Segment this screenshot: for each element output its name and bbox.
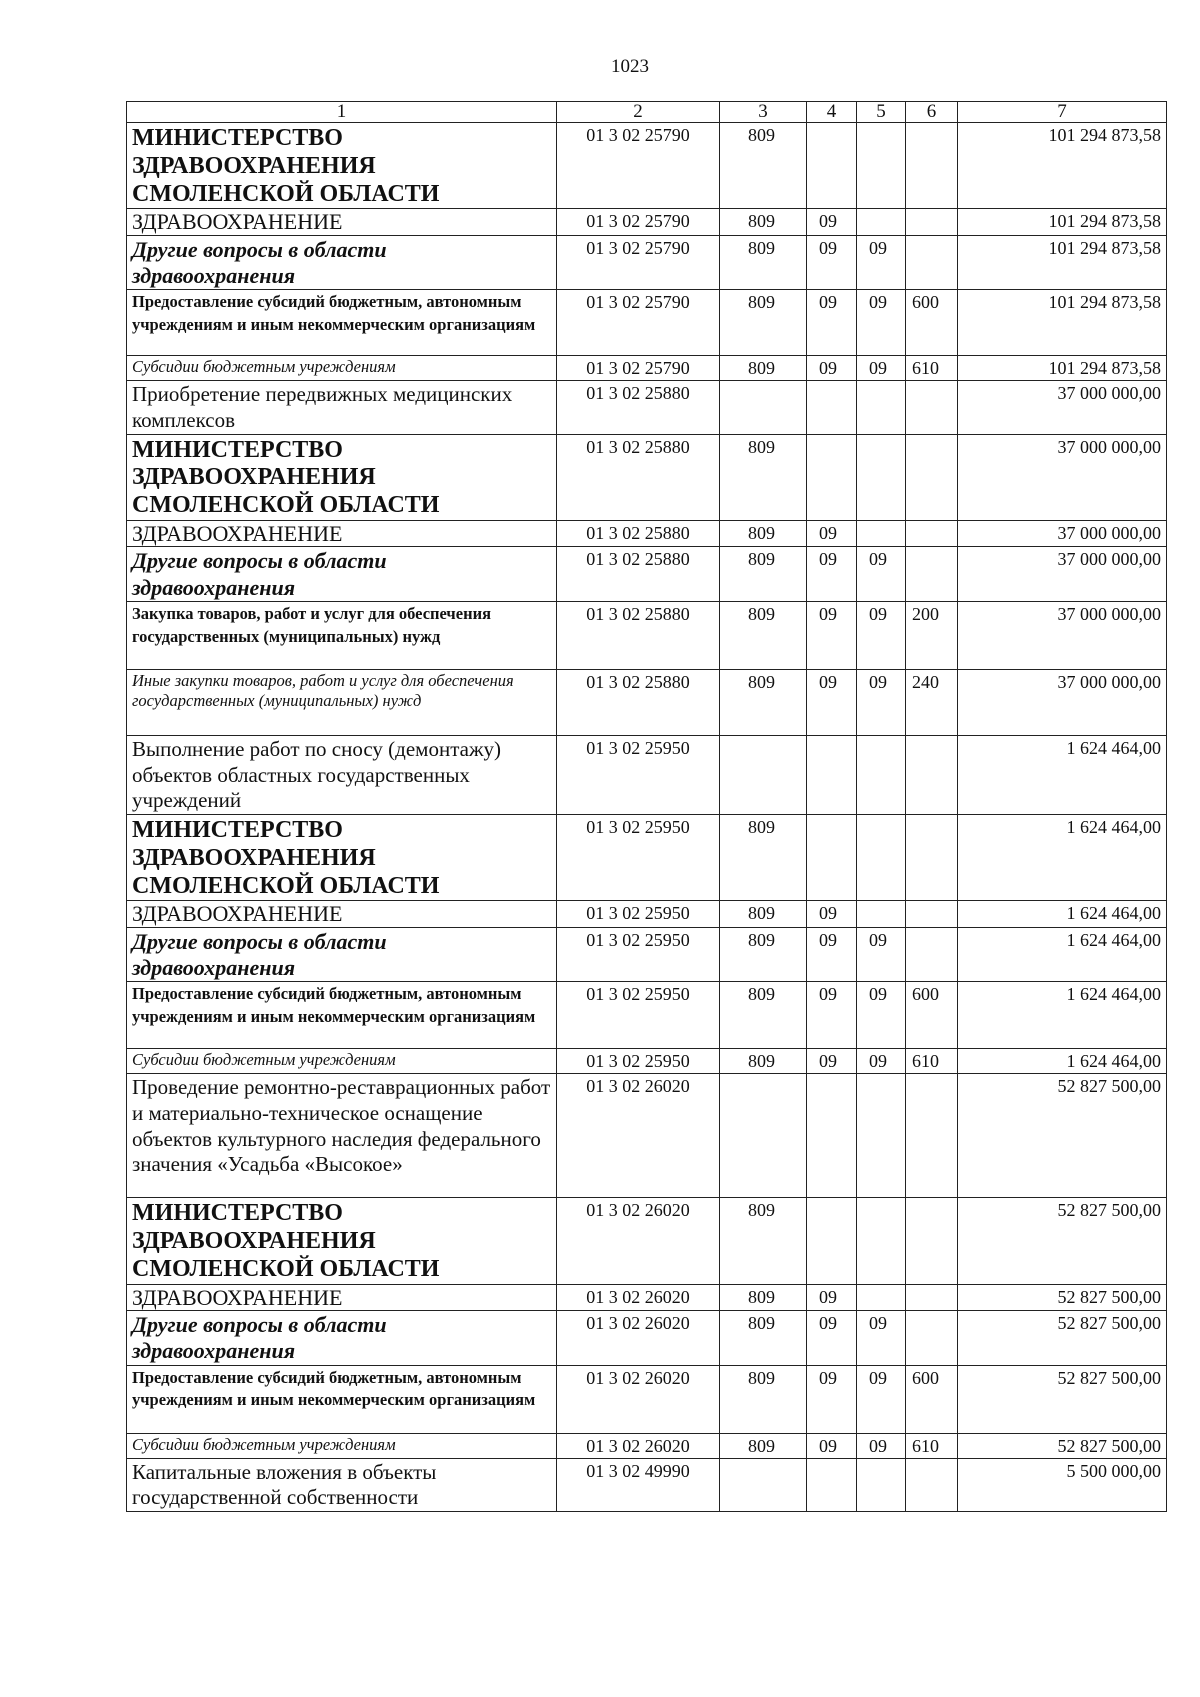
row-amount: 1 624 464,00 [958,901,1167,927]
row-vr: 610 [906,1049,958,1074]
row-pr [857,521,906,547]
row-code: 01 3 02 25950 [557,814,720,900]
table-body [127,122,1167,1511]
budget-table [126,101,1167,1512]
row-vr [906,1074,958,1198]
row-amount: 37 000 000,00 [958,381,1167,434]
table-row [127,122,1167,208]
row-label: Другие вопросы в области здравоохранения [127,547,557,602]
row-pr [857,1458,906,1511]
table-row [127,602,1167,670]
row-rz: 09 [807,1284,857,1310]
row-amount: 37 000 000,00 [958,434,1167,520]
row-code: 01 3 02 25880 [557,521,720,547]
row-amount: 101 294 873,58 [958,235,1167,290]
row-label: МИНИСТЕРСТВО ЗДРАВООХРАНЕНИЯ СМОЛЕНСКОЙ ОБЛАСТИ [127,122,557,208]
row-rz: 09 [807,356,857,381]
row-amount: 1 624 464,00 [958,814,1167,900]
row-code: 01 3 02 25880 [557,547,720,602]
row-rz [807,1458,857,1511]
row-label: ЗДРАВООХРАНЕНИЕ [127,209,557,235]
row-label: Субсидии бюджетным учреждениям [127,1049,557,1074]
row-amount: 1 624 464,00 [958,927,1167,982]
row-label: Субсидии бюджетным учреждениям [127,356,557,381]
row-amount: 37 000 000,00 [958,547,1167,602]
row-code: 01 3 02 25950 [557,736,720,815]
row-vr [906,901,958,927]
row-code: 01 3 02 25950 [557,982,720,1049]
row-code: 01 3 02 25880 [557,602,720,670]
row-amount: 52 827 500,00 [958,1311,1167,1366]
header-col-2: 2 [557,102,720,123]
row-amount: 1 624 464,00 [958,982,1167,1049]
row-gr: 809 [720,670,807,736]
row-label: Другие вопросы в области здравоохранения [127,1311,557,1366]
row-amount: 37 000 000,00 [958,521,1167,547]
table-row [127,736,1167,815]
row-pr [857,122,906,208]
row-gr: 809 [720,209,807,235]
table-row [127,927,1167,982]
row-label: Предоставление субсидий бюджетным, автономным учреждениям и иным некоммерческим организациям [127,290,557,356]
row-rz [807,1074,857,1198]
header-col-4: 4 [807,102,857,123]
row-rz [807,1198,857,1284]
row-rz: 09 [807,290,857,356]
table-row [127,356,1167,381]
row-vr: 610 [906,356,958,381]
row-gr [720,381,807,434]
row-rz: 09 [807,1049,857,1074]
row-pr: 09 [857,290,906,356]
row-gr: 809 [720,901,807,927]
row-label: Предоставление субсидий бюджетным, автономным учреждениям и иным некоммерческим организациям [127,1365,557,1433]
row-pr [857,736,906,815]
table-row [127,521,1167,547]
row-gr: 809 [720,547,807,602]
row-gr: 809 [720,356,807,381]
row-vr: 600 [906,290,958,356]
row-gr [720,1074,807,1198]
row-vr: 200 [906,602,958,670]
row-gr: 809 [720,602,807,670]
row-gr: 809 [720,122,807,208]
row-gr: 809 [720,1365,807,1433]
table-row [127,1049,1167,1074]
header-col-6: 6 [906,102,958,123]
table-row [127,434,1167,520]
header-col-7: 7 [958,102,1167,123]
table-row [127,982,1167,1049]
row-amount: 1 624 464,00 [958,736,1167,815]
row-pr: 09 [857,982,906,1049]
row-code: 01 3 02 26020 [557,1284,720,1310]
row-amount: 101 294 873,58 [958,209,1167,235]
table-row [127,1433,1167,1458]
row-vr [906,814,958,900]
row-label: Выполнение работ по сносу (демонтажу) объектов областных государственных учреждений [127,736,557,815]
row-pr: 09 [857,1049,906,1074]
row-pr [857,1284,906,1310]
row-label: МИНИСТЕРСТВО ЗДРАВООХРАНЕНИЯ СМОЛЕНСКОЙ ОБЛАСТИ [127,814,557,900]
row-amount: 101 294 873,58 [958,122,1167,208]
row-pr [857,901,906,927]
row-vr [906,1284,958,1310]
row-gr: 809 [720,1284,807,1310]
row-rz [807,814,857,900]
row-gr: 809 [720,982,807,1049]
row-pr: 09 [857,547,906,602]
row-rz: 09 [807,982,857,1049]
row-amount: 101 294 873,58 [958,356,1167,381]
row-rz: 09 [807,235,857,290]
row-pr [857,1198,906,1284]
row-rz: 09 [807,927,857,982]
row-amount: 101 294 873,58 [958,290,1167,356]
row-vr [906,1458,958,1511]
row-code: 01 3 02 25790 [557,122,720,208]
row-rz: 09 [807,1365,857,1433]
row-gr: 809 [720,1311,807,1366]
row-rz [807,381,857,434]
row-rz [807,736,857,815]
table-row [127,290,1167,356]
table-row [127,901,1167,927]
row-gr: 809 [720,290,807,356]
row-code: 01 3 02 26020 [557,1311,720,1366]
row-pr [857,209,906,235]
row-rz: 09 [807,547,857,602]
row-rz: 09 [807,1433,857,1458]
row-vr [906,235,958,290]
table-header [127,102,1167,123]
row-amount: 52 827 500,00 [958,1284,1167,1310]
row-label: МИНИСТЕРСТВО ЗДРАВООХРАНЕНИЯ СМОЛЕНСКОЙ ОБЛАСТИ [127,434,557,520]
row-pr [857,381,906,434]
row-code: 01 3 02 25880 [557,434,720,520]
row-rz: 09 [807,602,857,670]
row-pr: 09 [857,670,906,736]
row-code: 01 3 02 25790 [557,356,720,381]
row-label: ЗДРАВООХРАНЕНИЕ [127,901,557,927]
row-pr: 09 [857,1311,906,1366]
row-pr [857,1074,906,1198]
row-gr: 809 [720,1433,807,1458]
row-vr: 240 [906,670,958,736]
row-rz: 09 [807,1311,857,1366]
row-code: 01 3 02 49990 [557,1458,720,1511]
row-amount: 37 000 000,00 [958,670,1167,736]
table-row [127,1458,1167,1511]
table-row [127,381,1167,434]
row-label: Другие вопросы в области здравоохранения [127,927,557,982]
row-pr: 09 [857,1433,906,1458]
row-code: 01 3 02 26020 [557,1074,720,1198]
row-vr [906,1311,958,1366]
row-pr: 09 [857,602,906,670]
row-label: ЗДРАВООХРАНЕНИЕ [127,521,557,547]
row-code: 01 3 02 25950 [557,1049,720,1074]
row-gr: 809 [720,434,807,520]
row-rz: 09 [807,521,857,547]
table-row [127,1198,1167,1284]
row-label: Закупка товаров, работ и услуг для обеспечения государственных (муниципальных) нужд [127,602,557,670]
row-vr [906,521,958,547]
row-code: 01 3 02 25880 [557,670,720,736]
row-vr [906,927,958,982]
row-vr [906,1198,958,1284]
row-gr [720,736,807,815]
row-code: 01 3 02 26020 [557,1433,720,1458]
row-code: 01 3 02 25950 [557,901,720,927]
row-code: 01 3 02 25790 [557,290,720,356]
row-label: Предоставление субсидий бюджетным, автономным учреждениям и иным некоммерческим организациям [127,982,557,1049]
row-code: 01 3 02 25950 [557,927,720,982]
row-code: 01 3 02 26020 [557,1198,720,1284]
row-amount: 37 000 000,00 [958,602,1167,670]
row-label: Приобретение передвижных медицинских комплексов [127,381,557,434]
row-rz: 09 [807,209,857,235]
row-gr: 809 [720,521,807,547]
header-row [127,102,1167,123]
table-row [127,814,1167,900]
row-gr: 809 [720,235,807,290]
table-row [127,235,1167,290]
row-amount: 1 624 464,00 [958,1049,1167,1074]
row-label: МИНИСТЕРСТВО ЗДРАВООХРАНЕНИЯ СМОЛЕНСКОЙ ОБЛАСТИ [127,1198,557,1284]
row-amount: 52 827 500,00 [958,1074,1167,1198]
row-vr [906,209,958,235]
row-code: 01 3 02 25790 [557,209,720,235]
row-amount: 52 827 500,00 [958,1365,1167,1433]
row-vr [906,547,958,602]
page-number: 1023 [611,56,649,77]
row-gr: 809 [720,1049,807,1074]
row-code: 01 3 02 25790 [557,235,720,290]
row-label: Капитальные вложения в объекты государственной собственности [127,1458,557,1511]
row-gr: 809 [720,1198,807,1284]
row-rz: 09 [807,670,857,736]
row-code: 01 3 02 25880 [557,381,720,434]
row-gr [720,1458,807,1511]
row-rz [807,434,857,520]
row-rz [807,122,857,208]
row-vr: 600 [906,982,958,1049]
table-row [127,209,1167,235]
row-pr: 09 [857,235,906,290]
row-rz: 09 [807,901,857,927]
table-row [127,547,1167,602]
row-gr: 809 [720,814,807,900]
row-pr [857,434,906,520]
table-row [127,1365,1167,1433]
table-row [127,670,1167,736]
row-amount: 52 827 500,00 [958,1433,1167,1458]
row-pr [857,814,906,900]
header-col-1: 1 [127,102,557,123]
row-vr: 600 [906,1365,958,1433]
row-vr [906,381,958,434]
row-amount: 52 827 500,00 [958,1198,1167,1284]
table-row [127,1284,1167,1310]
row-label: Иные закупки товаров, работ и услуг для обеспечения государственных (муниципальных) нужд [127,670,557,736]
row-gr: 809 [720,927,807,982]
row-pr: 09 [857,1365,906,1433]
row-label: Субсидии бюджетным учреждениям [127,1433,557,1458]
header-col-5: 5 [857,102,906,123]
row-pr: 09 [857,927,906,982]
row-vr [906,434,958,520]
row-code: 01 3 02 26020 [557,1365,720,1433]
row-label: Проведение ремонтно-реставрационных работ и материально-техническое оснащение объектов культурного наследия федерального значения «Усадьба «Высокое» [127,1074,557,1198]
row-pr: 09 [857,356,906,381]
row-label: ЗДРАВООХРАНЕНИЕ [127,1284,557,1310]
table-row [127,1074,1167,1198]
table-row [127,1311,1167,1366]
row-vr [906,736,958,815]
row-vr [906,122,958,208]
row-amount: 5 500 000,00 [958,1458,1167,1511]
header-col-3: 3 [720,102,807,123]
row-label: Другие вопросы в области здравоохранения [127,235,557,290]
row-vr: 610 [906,1433,958,1458]
